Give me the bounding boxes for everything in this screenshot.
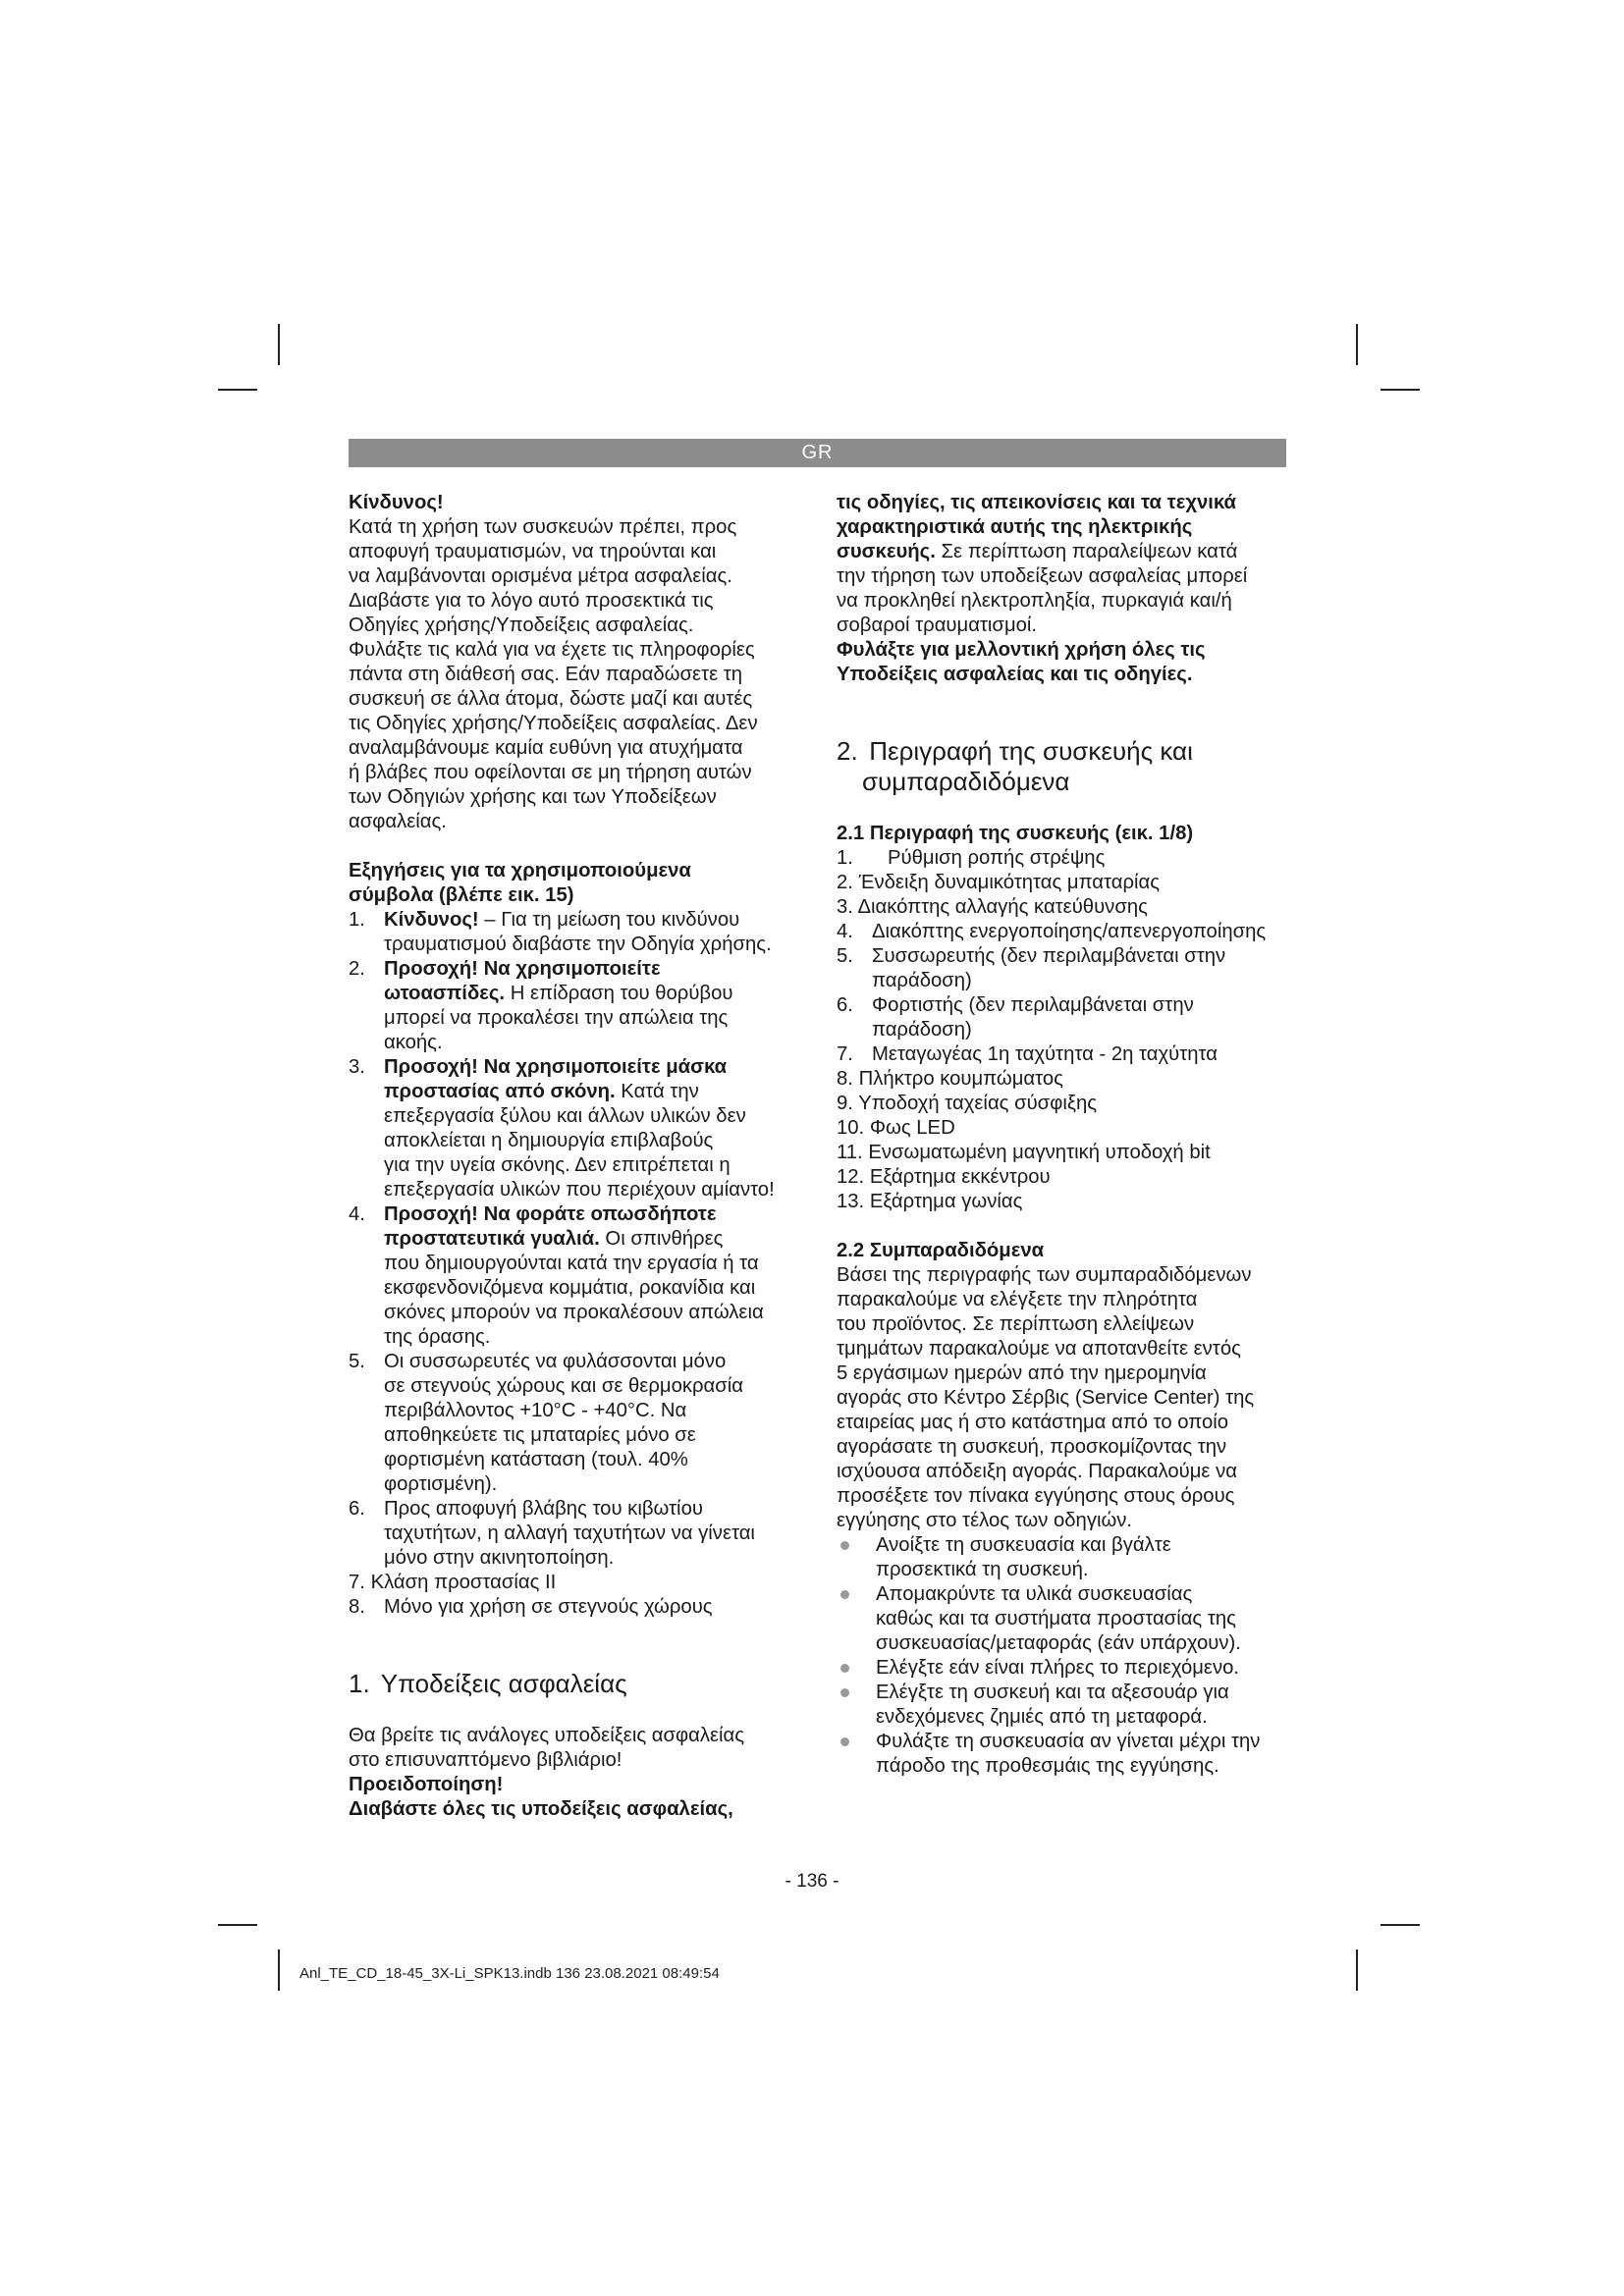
- symbol-item-line: Προς αποφυγή βλάβης του κιβωτίου: [384, 1498, 703, 1520]
- section-2-heading: [837, 736, 1290, 797]
- symbols-title-line-2: σύμβολα (βλέπε εικ. 15): [349, 884, 574, 906]
- symbol-item-line: επεξεργασία ξύλου και άλλων υλικών δεν: [384, 1105, 746, 1127]
- danger-text-line: τις Οδηγίες χρήσης/Υποδείξεις ασφαλείας. Δεν: [349, 713, 758, 734]
- symbol-item: [349, 908, 802, 957]
- section-2-number: 2.: [837, 736, 858, 766]
- unpacking-bullet-line: ενδεχόμενες ζημιές από τη μεταφορά.: [876, 1706, 1208, 1728]
- device-part-item: [837, 846, 1290, 871]
- symbol-item-line: της όρασης.: [384, 1326, 491, 1348]
- unpacking-bullet-item: [837, 1681, 1290, 1730]
- crop-mark-top-right-v: [1356, 324, 1358, 365]
- keep-instructions-2: Υποδείξεις ασφαλείας και τις οδηγίες.: [837, 664, 1193, 685]
- device-part-item: [837, 871, 1290, 895]
- danger-text-line: ή βλάβες που οφείλονται σε μη τήρηση αυτών: [349, 762, 752, 783]
- device-part-item: [837, 895, 1290, 920]
- device-part-label: παράδοση): [872, 1019, 972, 1041]
- continued-line: σοβαροί τραυματισμοί.: [837, 614, 1038, 636]
- symbol-item-bold: Προσοχή! Να χρησιμοποιείτε μάσκα: [384, 1056, 728, 1078]
- symbol-item-number: 4.: [349, 1203, 365, 1225]
- symbol-item-line: επεξεργασία υλικών που περιέχουν αμίαντο!: [384, 1179, 775, 1201]
- device-part-label: Φως LED: [869, 1117, 955, 1139]
- page-number: - 136 -: [785, 1871, 839, 1892]
- left-column: [349, 491, 802, 1822]
- symbol-item: [349, 1202, 802, 1350]
- unpacking-bullet-line: Ελέγξτε τη συσκευή και τα αξεσουάρ για: [876, 1682, 1229, 1703]
- symbol-item-line: Οι συσσωρευτές να φυλάσσονται μόνο: [384, 1351, 727, 1372]
- device-part-item: [837, 920, 1290, 944]
- device-part-number: 7.: [837, 1043, 853, 1065]
- symbol-item: [349, 1350, 802, 1497]
- device-part-item: [837, 944, 1290, 993]
- symbol-item-line: που δημιουργούνται κατά την εργασία ή τα: [384, 1253, 759, 1274]
- right-column: [837, 491, 1290, 1779]
- device-part-number: 10.: [837, 1117, 865, 1139]
- symbol-item-line: για την υγεία σκόνης. Δεν επιτρέπεται η: [384, 1154, 731, 1176]
- symbols-title: Εξηγήσεις για τα χρησιμοποιούμενα: [349, 860, 691, 881]
- device-part-item: [837, 993, 1290, 1042]
- device-part-number: 3.: [837, 896, 853, 918]
- device-part-number: 8.: [837, 1068, 853, 1090]
- device-part-label: Συσσωρευτής (δεν περιλαμβάνεται στην: [872, 945, 1226, 967]
- danger-title: Κίνδυνος!: [349, 492, 444, 513]
- device-part-item: [837, 1067, 1290, 1092]
- unpacking-bullet-item: [837, 1582, 1290, 1656]
- symbol-item: [349, 1055, 802, 1202]
- unpacking-bullet-line: Απομακρύντε τα υλικά συσκευασίας: [876, 1583, 1193, 1605]
- symbol-item-number: 2.: [349, 958, 365, 980]
- crop-mark-top-left-v: [278, 324, 280, 365]
- device-part-label: Ενσωματωμένη μαγνητική υποδοχή bit: [868, 1142, 1211, 1163]
- device-part-number: 2.: [837, 872, 853, 893]
- danger-text-line: Κατά τη χρήση των συσκευών πρέπει, προς: [349, 516, 737, 538]
- unpacking-bullet-item: [837, 1533, 1290, 1582]
- danger-text-line: ασφαλείας.: [349, 811, 447, 832]
- crop-mark-bottom-left-v: [278, 1949, 280, 1991]
- device-part-label: Μεταγωγέας 1η ταχύτητα - 2η ταχύτητα: [872, 1043, 1218, 1065]
- symbol-item-bold-2: ωτοασπίδες.: [384, 983, 506, 1004]
- symbol-item-bold: Προσοχή! Να χρησιμοποιείτε: [384, 958, 661, 980]
- crop-mark-bottom-left-h: [218, 1924, 257, 1926]
- scope-of-delivery-line: εταιρείας μας ή στο κατάστημα από το οποίο: [837, 1412, 1229, 1433]
- scope-of-delivery-text: [837, 1263, 1290, 1533]
- symbol-item-line: Κλάση προστασίας II: [370, 1572, 557, 1593]
- crop-mark-top-left-h: [218, 389, 257, 391]
- section-1-number: 1.: [349, 1669, 370, 1698]
- device-part-number: 1.: [837, 847, 853, 869]
- section-2-title: Περιγραφή της συσκευής και: [869, 736, 1193, 766]
- continued-text: τις οδηγίες, τις απεικονίσεις και τα τεχνικά: [837, 492, 1237, 513]
- language-header-bar: GR: [349, 439, 1286, 467]
- device-part-label: Εξάρτημα γωνίας: [869, 1191, 1023, 1212]
- symbol-item-text: Οι σπινθήρες: [599, 1228, 724, 1250]
- device-parts-list: [837, 846, 1290, 1214]
- danger-text-line: των Οδηγιών χρήσης και των Υποδείξεων: [349, 786, 717, 808]
- symbol-item-line: ακοής.: [384, 1032, 443, 1053]
- crop-mark-bottom-right-h: [1380, 1924, 1420, 1926]
- symbol-item-bold-2: προστασίας από σκόνη.: [384, 1081, 616, 1102]
- unpacking-bullet-line: πάροδο της προθεσμάις της εγγύησης.: [876, 1755, 1219, 1777]
- device-part-label: Υποδοχή ταχείας σύσφιξης: [858, 1093, 1097, 1114]
- crop-mark-bottom-right-v: [1356, 1949, 1358, 1991]
- device-part-number: 11.: [837, 1142, 863, 1163]
- continued-line: να προκληθεί ηλεκτροπληξία, πυρκαγιά και/ή: [837, 590, 1232, 612]
- symbol-item-line: σε στεγνούς χώρους και σε θερμοκρασία: [384, 1375, 744, 1397]
- unpacking-bullet-line: καθώς και τα συστήματα προστασίας της: [876, 1608, 1236, 1629]
- unpacking-bullets: [837, 1533, 1290, 1779]
- unpacking-bullet-line: Φυλάξτε τη συσκευασία αν γίνεται μέχρι την: [876, 1731, 1261, 1752]
- read-all-instructions: Διαβάστε όλες τις υποδείξεις ασφαλείας,: [349, 1798, 733, 1820]
- scope-of-delivery-line: 5 εργάσιμων ημερών από την ημερομηνία: [837, 1362, 1207, 1384]
- scope-of-delivery-line: προσέξετε τον πίνακα εγγύησης στους όρους: [837, 1485, 1235, 1507]
- scope-of-delivery-line: του προϊόντος. Σε περίπτωση ελλείψεων: [837, 1313, 1195, 1335]
- symbol-item-number: 8.: [349, 1596, 365, 1618]
- symbol-item-line: περιβάλλοντος +10°C - +40°C. Να: [384, 1400, 687, 1421]
- device-part-item: [837, 1116, 1290, 1141]
- crop-mark-top-right-h: [1380, 389, 1420, 391]
- symbols-list: [349, 908, 802, 1620]
- symbol-item-bold: Προσοχή! Να φοράτε οπωσδήποτε: [384, 1203, 717, 1225]
- device-part-item: [837, 1165, 1290, 1190]
- device-part-label: Πλήκτρο κουμπώματος: [858, 1068, 1063, 1090]
- symbol-item-line: φορτισμένη).: [384, 1473, 498, 1495]
- danger-text-line: Διαβάστε για το λόγο αυτό προσεκτικά τις: [349, 590, 714, 612]
- symbol-item-line: τραυματισμού διαβάστε την Οδηγία χρήσης.: [384, 934, 772, 955]
- danger-text-line: Φυλάξτε τις καλά για να έχετε τις πληροφορίες: [349, 639, 755, 661]
- symbol-item-number: 6.: [349, 1498, 365, 1520]
- unpacking-bullet-item: [837, 1656, 1290, 1681]
- print-footer: Anl_TE_CD_18-45_3X-Li_SPK13.indb 136 23.08.2021 08:49:54: [299, 1965, 720, 1982]
- device-part-number: 9.: [837, 1093, 853, 1114]
- scope-of-delivery-line: τμημάτων παρακαλούμε να αποτανθείτε εντός: [837, 1338, 1241, 1360]
- section-1-text-2: στο επισυναπτόμενο βιβλιάριο!: [349, 1749, 623, 1771]
- symbol-item-number: 7.: [349, 1572, 365, 1593]
- device-part-label: Διακόπτης αλλαγής κατεύθυνσης: [857, 896, 1148, 918]
- continued-text-2: χαρακτηριστικά αυτής της ηλεκτρικής: [837, 516, 1193, 538]
- device-part-label: παράδοση): [872, 970, 972, 991]
- danger-text-line: να λαμβάνονται ορισμένα μέτρα ασφαλείας.: [349, 565, 732, 587]
- continued-bold-3: συσκευής.: [837, 541, 936, 562]
- symbol-item-bold: Κίνδυνος!: [384, 909, 479, 931]
- device-part-label: Διακόπτης ενεργοποίησης/απενεργοποίησης: [872, 921, 1267, 942]
- danger-text-line: αναλαμβάνουμε καμία ευθύνη για ατυχήματα: [349, 737, 743, 759]
- device-part-item: [837, 1141, 1290, 1165]
- symbol-item-line: μόνο στην ακινητοποίηση.: [384, 1547, 615, 1569]
- section-2-title-2: συμπαραδιδόμενα: [862, 767, 1070, 796]
- subsection-2-1-title: 2.1 Περιγραφή της συσκευής (εικ. 1/8): [837, 823, 1194, 844]
- unpacking-bullet-line: συσκευασίας/μεταφοράς (εάν υπάρχουν).: [876, 1632, 1241, 1654]
- symbol-item-line: αποθηκεύετε τις μπαταρίες μόνο σε: [384, 1424, 696, 1446]
- device-part-number: 13.: [837, 1191, 865, 1212]
- scope-of-delivery-line: ισχύουσα απόδειξη αγοράς. Παρακαλούμε να: [837, 1461, 1237, 1482]
- continued-rest-3: Σε περίπτωση παραλείψεων κατά: [935, 541, 1238, 562]
- symbol-item-text: Η επίδραση του θορύβου: [505, 983, 733, 1004]
- section-1-title: Υποδείξεις ασφαλείας: [380, 1669, 627, 1698]
- keep-instructions: Φυλάξτε για μελλοντική χρήση όλες τις: [837, 639, 1206, 661]
- danger-text: [349, 515, 802, 834]
- device-part-number: 6.: [837, 994, 853, 1016]
- symbol-item: [349, 1595, 802, 1620]
- scope-of-delivery-line: Βάσει της περιγραφής των συμπαραδιδόμενων: [837, 1264, 1252, 1286]
- symbol-item-text: Κατά την: [615, 1081, 699, 1102]
- symbol-item-text: – Για τη μείωση του κινδύνου: [478, 909, 740, 931]
- device-part-item: [837, 1092, 1290, 1116]
- continued-text-3: [837, 540, 1290, 564]
- subsection-2-2-title: 2.2 Συμπαραδιδόμενα: [837, 1240, 1045, 1261]
- symbol-item: [349, 1497, 802, 1571]
- danger-text-line: Οδηγίες χρήσης/Υποδείξεις ασφαλείας.: [349, 614, 694, 636]
- continued-lines: [837, 564, 1290, 638]
- symbol-item: [349, 957, 802, 1055]
- scope-of-delivery-line: παρακαλούμε να ελέγξετε την πληρότητα: [837, 1289, 1198, 1310]
- symbol-item-line: σκόνες μπορούν να προκαλέσουν απώλεια: [384, 1302, 764, 1323]
- device-part-item: [837, 1190, 1290, 1214]
- danger-text-line: πάντα στη διάθεσή σας. Εάν παραδώσετε τη: [349, 664, 743, 685]
- symbol-item-number: 5.: [349, 1351, 365, 1372]
- symbol-item-line: ταχυτήτων, η αλλαγή ταχυτήτων να γίνεται: [384, 1522, 755, 1544]
- scope-of-delivery-line: αγοράσατε τη συσκευή, προσκομίζοντας την: [837, 1436, 1227, 1458]
- device-part-label: Φορτιστής (δεν περιλαμβάνεται στην: [872, 994, 1194, 1016]
- symbol-item-line: φορτισμένη κατάσταση (τουλ. 40%: [384, 1449, 688, 1470]
- unpacking-bullet-item: [837, 1730, 1290, 1779]
- section-1-heading: [349, 1669, 802, 1699]
- symbol-item-number: 1.: [349, 909, 365, 931]
- danger-text-line: συσκευή σε άλλα άτομα, δώστε μαζί και αυτές: [349, 688, 753, 710]
- warning-label: Προειδοποίηση!: [349, 1774, 504, 1795]
- unpacking-bullet-line: Ανοίξτε τη συσκευασία και βγάλτε: [876, 1534, 1171, 1556]
- scope-of-delivery-line: αγοράς στο Κέντρο Σέρβις (Service Center) της: [837, 1387, 1255, 1409]
- section-1-text: Θα βρείτε τις ανάλογες υποδείξεις ασφαλείας: [349, 1725, 745, 1746]
- device-part-label: Εξάρτημα εκκέντρου: [869, 1166, 1051, 1188]
- symbol-item-line: Μόνο για χρήση σε στεγνούς χώρους: [384, 1596, 713, 1618]
- symbol-item-number: 3.: [349, 1056, 365, 1078]
- symbol-item: [349, 1571, 802, 1595]
- symbol-item-bold-2: προστατευτικά γυαλιά.: [384, 1228, 600, 1250]
- unpacking-bullet-line: Ελέγξτε εάν είναι πλήρες το περιεχόμενο.: [876, 1657, 1240, 1679]
- symbol-item-line: αποκλείεται η δημιουργία επιβλαβούς: [384, 1130, 714, 1151]
- device-part-label: Ρύθμιση ροπής στρέψης: [888, 847, 1106, 869]
- device-part-label: Ένδειξη δυναμικότητας μπαταρίας: [858, 872, 1161, 893]
- symbol-item-line: εκσφενδονιζόμενα κομμάτια, ροκανίδια και: [384, 1277, 756, 1299]
- device-part-number: 12.: [837, 1166, 865, 1188]
- device-part-number: 4.: [837, 921, 853, 942]
- unpacking-bullet-line: προσεκτικά τη συσκευή.: [876, 1559, 1089, 1580]
- continued-line: την τήρηση των υποδείξεων ασφαλείας μπορεί: [837, 565, 1248, 587]
- device-part-number: 5.: [837, 945, 853, 967]
- device-part-item: [837, 1042, 1290, 1067]
- danger-text-line: αποφυγή τραυματισμών, να τηρούνται και: [349, 541, 717, 562]
- scope-of-delivery-line: εγγύησης στο τέλος των οδηγιών.: [837, 1510, 1133, 1531]
- symbol-item-line: μπορεί να προκαλέσει την απώλεια της: [384, 1007, 729, 1029]
